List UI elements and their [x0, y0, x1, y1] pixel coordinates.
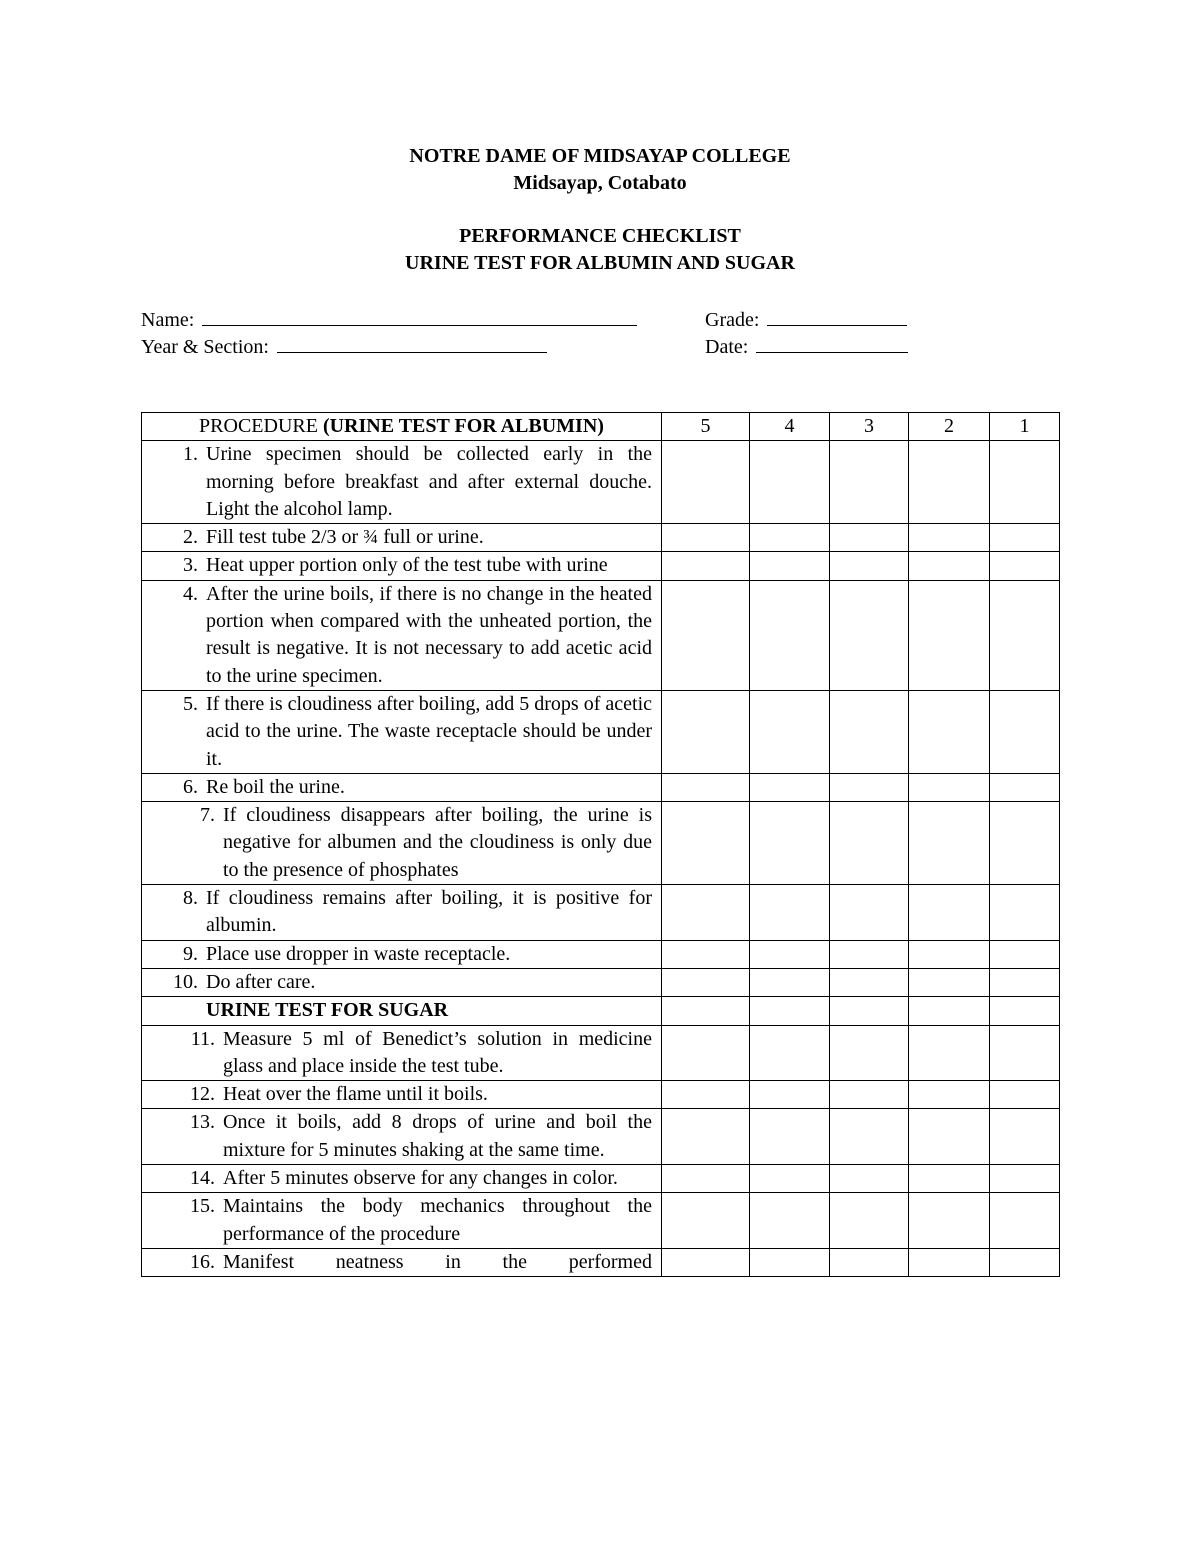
procedure-step [142, 1249, 652, 1276]
score-cell[interactable] [830, 997, 909, 1025]
procedure-cell [142, 1193, 662, 1249]
procedure-cell [142, 524, 662, 552]
step-text: Fill test tube 2/3 or ¾ full or urine. [206, 526, 484, 549]
grade-field[interactable] [767, 306, 907, 326]
step-number: 7. [200, 804, 215, 827]
step-text: Manifest neatness in the performed [223, 1250, 652, 1273]
score-cell[interactable] [662, 997, 750, 1025]
score-cell[interactable] [662, 1025, 750, 1081]
score-cell[interactable] [909, 552, 990, 580]
score-cell[interactable] [750, 997, 830, 1025]
school-name: NOTRE DAME OF MIDSAYAP COLLEGE [409, 145, 791, 167]
step-text: Once it boils, add 8 drops of urine and boil the mixture for 5 minutes shaking at the same time. [223, 1111, 652, 1161]
step-text: After the urine boils, if there is no change in the heated portion when compared with the unheated portion, the result is negative. It is not necessary to add acetic acid to the urine specimen. [206, 582, 652, 687]
score-cell[interactable] [750, 1193, 830, 1249]
procedure-cell [142, 968, 662, 996]
procedure-step [142, 1193, 652, 1248]
score-header-3: 3 [830, 413, 909, 441]
table-row [142, 1025, 1060, 1081]
score-cell[interactable] [662, 940, 750, 968]
score-cell[interactable] [990, 1248, 1060, 1276]
score-cell[interactable] [662, 1193, 750, 1249]
score-cell[interactable] [830, 524, 909, 552]
step-number: 4. [183, 582, 198, 605]
procedure-cell [142, 1248, 662, 1276]
score-cell[interactable] [750, 1165, 830, 1193]
step-number: 5. [183, 692, 198, 715]
score-cell[interactable] [909, 1248, 990, 1276]
score-cell[interactable] [830, 1248, 909, 1276]
step-number: 15. [190, 1195, 215, 1218]
step-number: 13. [190, 1111, 215, 1134]
table-row [142, 552, 1060, 580]
score-cell[interactable] [990, 1193, 1060, 1249]
score-cell[interactable] [909, 997, 990, 1025]
score-cell[interactable] [990, 997, 1060, 1025]
score-cell[interactable] [830, 968, 909, 996]
score-header-4: 4 [750, 413, 830, 441]
score-cell[interactable] [990, 1081, 1060, 1109]
score-cell[interactable] [909, 968, 990, 996]
score-cell[interactable] [750, 1248, 830, 1276]
step-text: If cloudiness remains after boiling, it is positive for albumin. [206, 887, 652, 937]
step-number: 8. [183, 887, 198, 910]
score-cell[interactable] [909, 690, 990, 773]
procedure-cell [142, 802, 662, 885]
procedure-step [142, 774, 652, 801]
table-row [142, 524, 1060, 552]
procedure-step [142, 524, 652, 551]
score-cell[interactable] [662, 1081, 750, 1109]
procedure-step [142, 1109, 652, 1164]
score-cell[interactable] [750, 690, 830, 773]
procedure-step [142, 441, 652, 523]
score-cell[interactable] [662, 580, 750, 690]
score-header-1: 1 [990, 413, 1060, 441]
score-cell[interactable] [750, 1081, 830, 1109]
score-cell[interactable] [750, 552, 830, 580]
table-row [142, 968, 1060, 996]
table-row [142, 1193, 1060, 1249]
score-cell[interactable] [990, 1109, 1060, 1165]
procedure-step [142, 1081, 652, 1108]
table-header-row [142, 413, 1060, 441]
score-cell[interactable] [750, 1109, 830, 1165]
table-row [142, 1248, 1060, 1276]
score-cell[interactable] [909, 441, 990, 524]
procedure-cell [142, 885, 662, 941]
procedure-step [142, 1026, 652, 1081]
step-number: 11. [190, 1027, 215, 1050]
score-cell[interactable] [750, 524, 830, 552]
grade-label: Grade: [705, 309, 760, 331]
score-cell[interactable] [909, 1081, 990, 1109]
score-cell[interactable] [909, 802, 990, 885]
table-row [142, 580, 1060, 690]
name-field[interactable] [202, 306, 637, 326]
score-cell[interactable] [909, 580, 990, 690]
table-row [142, 441, 1060, 524]
score-cell[interactable] [830, 441, 909, 524]
procedure-step [142, 941, 652, 968]
school-location: Midsayap, Cotabato [513, 172, 687, 194]
sugar-section-header: URINE TEST FOR SUGAR [206, 999, 449, 1022]
document-header [0, 143, 1200, 277]
sugar-section-row [142, 997, 1060, 1025]
score-cell[interactable] [990, 524, 1060, 552]
step-number: 3. [183, 554, 198, 577]
score-cell[interactable] [909, 1193, 990, 1249]
procedure-cell [142, 441, 662, 524]
score-cell[interactable] [990, 1025, 1060, 1081]
score-cell[interactable] [909, 773, 990, 801]
procedure-cell [142, 552, 662, 580]
date-field[interactable] [756, 333, 908, 353]
score-cell[interactable] [830, 885, 909, 941]
step-number: 2. [183, 526, 198, 549]
score-cell[interactable] [990, 940, 1060, 968]
step-text: After 5 minutes observe for any changes in color. [223, 1167, 618, 1190]
score-cell[interactable] [662, 1109, 750, 1165]
procedure-header: PROCEDURE (URINE TEST FOR ALBUMIN) [142, 413, 662, 441]
score-cell[interactable] [662, 690, 750, 773]
score-cell[interactable] [662, 1165, 750, 1193]
procedure-cell [142, 1165, 662, 1193]
score-header-5: 5 [662, 413, 750, 441]
step-text: Re boil the urine. [206, 775, 345, 798]
procedure-cell [142, 1025, 662, 1081]
step-number: 1. [183, 443, 198, 466]
procedure-step [142, 552, 652, 579]
score-cell[interactable] [662, 885, 750, 941]
step-number: 12. [190, 1083, 215, 1106]
date-label: Date: [705, 336, 749, 358]
score-cell[interactable] [662, 441, 750, 524]
score-header-2: 2 [909, 413, 990, 441]
score-cell[interactable] [990, 441, 1060, 524]
procedure-step [142, 802, 652, 884]
table-row [142, 773, 1060, 801]
score-cell[interactable] [662, 802, 750, 885]
score-cell[interactable] [830, 580, 909, 690]
document-title: URINE TEST FOR ALBUMIN AND SUGAR [405, 252, 795, 274]
score-cell[interactable] [830, 1193, 909, 1249]
procedure-cell [142, 773, 662, 801]
step-text: Place use dropper in waste receptacle. [206, 942, 511, 965]
score-cell[interactable] [909, 1025, 990, 1081]
score-cell[interactable] [750, 1025, 830, 1081]
score-cell[interactable] [662, 524, 750, 552]
score-cell[interactable] [662, 552, 750, 580]
document-type: PERFORMANCE CHECKLIST [459, 225, 741, 247]
score-cell[interactable] [990, 1165, 1060, 1193]
score-cell[interactable] [830, 690, 909, 773]
score-cell[interactable] [750, 802, 830, 885]
step-text: Urine specimen should be collected early in the morning before breakfast and after external douche. Light the alcohol lamp. [206, 443, 652, 520]
score-cell[interactable] [990, 968, 1060, 996]
step-number: 14. [190, 1167, 215, 1190]
score-cell[interactable] [750, 773, 830, 801]
score-cell[interactable] [909, 940, 990, 968]
procedure-step [142, 969, 652, 996]
score-cell[interactable] [750, 885, 830, 941]
score-cell[interactable] [662, 968, 750, 996]
score-cell[interactable] [830, 1081, 909, 1109]
table-row [142, 940, 1060, 968]
step-text: Heat upper portion only of the test tube with urine [206, 554, 608, 577]
step-number: 6. [183, 775, 198, 798]
score-cell[interactable] [750, 940, 830, 968]
step-text: Measure 5 ml of Benedict’s solution in medicine glass and place inside the test tube. [223, 1027, 652, 1077]
score-cell[interactable] [830, 773, 909, 801]
score-cell[interactable] [990, 580, 1060, 690]
score-cell[interactable] [909, 885, 990, 941]
step-text: Do after care. [206, 970, 316, 993]
year-section-field[interactable] [277, 333, 547, 353]
score-cell[interactable] [990, 885, 1060, 941]
step-text: Heat over the flame until it boils. [223, 1083, 488, 1106]
score-cell[interactable] [750, 441, 830, 524]
table-row [142, 690, 1060, 773]
step-number: 10. [173, 970, 198, 993]
table-row [142, 1109, 1060, 1165]
score-cell[interactable] [830, 552, 909, 580]
student-info-fields [141, 306, 941, 360]
score-cell[interactable] [662, 773, 750, 801]
step-text: If there is cloudiness after boiling, add 5 drops of acetic acid to the urine. The waste receptacle should be under it. [206, 692, 652, 770]
step-number: 9. [183, 942, 198, 965]
procedure-cell [142, 690, 662, 773]
table-row [142, 802, 1060, 885]
score-cell[interactable] [750, 580, 830, 690]
score-cell[interactable] [990, 690, 1060, 773]
name-label: Name: [141, 309, 195, 331]
score-cell[interactable] [750, 968, 830, 996]
score-cell[interactable] [830, 1025, 909, 1081]
table-row [142, 1081, 1060, 1109]
procedure-cell [142, 1109, 662, 1165]
procedure-step [142, 581, 652, 690]
score-cell[interactable] [909, 1165, 990, 1193]
year-section-label: Year & Section: [141, 336, 269, 358]
procedure-step [142, 885, 652, 940]
checklist-table [141, 412, 1060, 1277]
procedure-cell [142, 1081, 662, 1109]
score-cell[interactable] [830, 940, 909, 968]
score-cell[interactable] [990, 552, 1060, 580]
score-cell[interactable] [990, 773, 1060, 801]
procedure-step [142, 1165, 652, 1192]
score-cell[interactable] [990, 802, 1060, 885]
score-cell[interactable] [662, 1248, 750, 1276]
procedure-step [142, 691, 652, 773]
procedure-cell [142, 940, 662, 968]
step-text: Maintains the body mechanics throughout the performance of the procedure [223, 1195, 652, 1245]
score-cell[interactable] [909, 1109, 990, 1165]
step-text: If cloudiness disappears after boiling, the urine is negative for albumen and the cloudiness is only due to the presence of phosphates [223, 804, 652, 881]
score-cell[interactable] [830, 1165, 909, 1193]
score-cell[interactable] [830, 802, 909, 885]
score-cell[interactable] [909, 524, 990, 552]
step-number: 16. [190, 1250, 215, 1273]
table-row [142, 885, 1060, 941]
procedure-cell [142, 580, 662, 690]
table-row [142, 1165, 1060, 1193]
score-cell[interactable] [830, 1109, 909, 1165]
